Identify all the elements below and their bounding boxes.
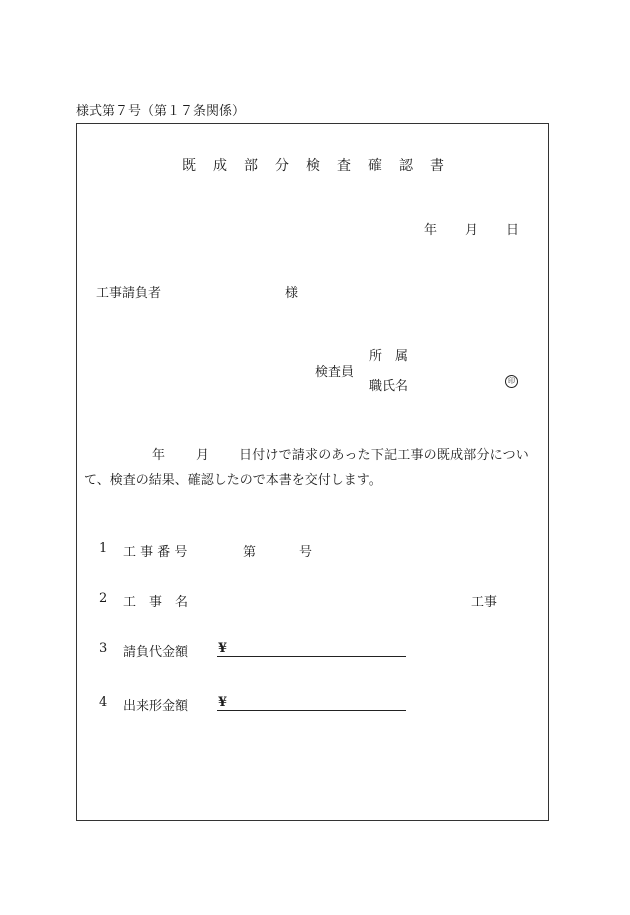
item-label: 出来形金額 [123, 699, 189, 714]
body-month: 月 [196, 448, 210, 463]
item-currency: ¥ [218, 641, 228, 656]
item-label: 工 事 番 号 [123, 545, 188, 560]
item-label: 工 事 名 [123, 595, 189, 610]
amount-underline [217, 656, 406, 657]
item-number: 1 [99, 541, 108, 556]
inspector-label: 検査員 [315, 365, 355, 380]
inspector-affiliation-label: 所 属 [369, 349, 409, 364]
title-char-6: 査 [337, 158, 351, 174]
title-char-7: 確 [368, 158, 382, 174]
item-value-prefix: 第 [243, 545, 257, 560]
contractor-label: 工事請負者 [96, 286, 162, 301]
date-day: 日 [506, 223, 520, 238]
item-value-suffix: 号 [299, 545, 313, 560]
title-char-1: 既 [182, 158, 196, 174]
seal-mark: 印 [505, 375, 518, 388]
title-char-9: 書 [430, 158, 444, 174]
item-value-suffix: 工事 [471, 595, 498, 610]
body-line2-text: て、検査の結果、確認したので本書を交付します。 [84, 473, 382, 488]
title-char-8: 認 [399, 158, 413, 174]
item-label: 請負代金額 [123, 645, 189, 660]
date-month: 月 [465, 223, 479, 238]
item-number: 2 [99, 591, 108, 606]
form-number: 様式第７号（第１７条関係） [76, 104, 246, 119]
item-number: 3 [99, 641, 108, 656]
inspector-name-label: 職氏名 [369, 379, 409, 394]
title-char-3: 部 [244, 158, 258, 174]
title-char-5: 検 [306, 158, 320, 174]
contractor-honorific: 様 [285, 286, 299, 301]
title-char-4: 分 [275, 158, 289, 174]
amount-underline [217, 710, 406, 711]
item-number: 4 [99, 695, 108, 710]
item-currency: ¥ [218, 695, 228, 710]
title-char-2: 成 [213, 158, 227, 174]
body-line1-text: 日付けで請求のあった下記工事の既成部分につい [239, 448, 530, 463]
date-year: 年 [424, 223, 438, 238]
body-year: 年 [152, 448, 166, 463]
